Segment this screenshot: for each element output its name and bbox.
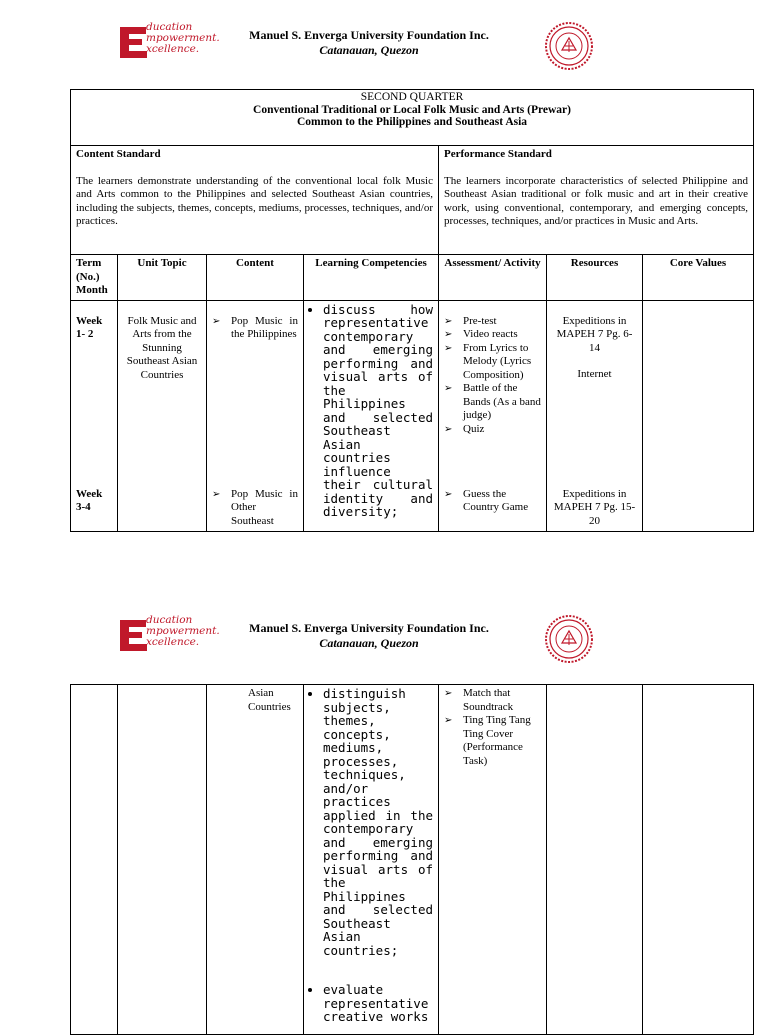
term-week-3-4: Week 3-4 xyxy=(76,487,103,513)
university-seal-icon xyxy=(545,615,593,663)
content-standard-cell xyxy=(71,146,439,255)
list-item: ➢ Ting Ting Tang Ting Cover (Performance Task) xyxy=(444,714,541,768)
col-header-term: Term (No.) Month xyxy=(71,255,118,301)
curriculum-table-page1 xyxy=(70,89,754,532)
list-item: ➢ Pre-test xyxy=(444,315,541,329)
col-header-unit-topic: Unit Topic xyxy=(118,255,207,301)
university-name: Manuel S. Enverga University Foundation Inc. xyxy=(249,28,489,42)
content-list-1 xyxy=(212,315,298,342)
table-row xyxy=(71,300,754,531)
activity-list-3 xyxy=(444,687,541,768)
col-header-content: Content xyxy=(207,255,304,301)
content-standard-text: The learners demonstrate understanding of the conventional local folk Music and Arts common to the Philippines and selected Southeast Asian countries, including the subjects, themes, concepts, mediums, processes, techniques, and/or practices. xyxy=(76,174,433,227)
quarter-label: SECOND QUARTER xyxy=(360,91,464,103)
performance-standard-text: The learners incorporate characteristics of selected Philippine and Southeast Asian traditional or folk music and art in their creative work, using conventional, contemporary, and emerging concepts, processes, techniques, and/or practices in Music and Arts. xyxy=(444,174,749,227)
col-header-core-values: Core Values xyxy=(643,255,754,301)
university-name: Manuel S. Enverga University Foundation Inc. xyxy=(249,621,489,635)
resources-cell xyxy=(547,300,643,531)
university-location: Catanauan, Quezon xyxy=(319,43,419,57)
list-item: ➢ Match that Soundtrack xyxy=(444,687,541,714)
activity-list-2 xyxy=(444,488,541,515)
list-item: ➢ Quiz xyxy=(444,423,541,437)
quarter-title-line2: Common to the Philippines and Southeast Asia xyxy=(297,116,528,128)
performance-standard-label: Performance Standard xyxy=(444,148,552,160)
competency-list xyxy=(309,687,433,1024)
unit-topic-cell xyxy=(118,685,207,1035)
university-header xyxy=(0,621,738,651)
col-header-competencies: Learning Competencies xyxy=(304,255,439,301)
col-header-resources: Resources xyxy=(547,255,643,301)
logo-text: ducation mpowerment. xcellence. xyxy=(146,614,220,648)
quarter-title xyxy=(71,90,754,146)
competencies-cell xyxy=(304,300,439,531)
content-cell xyxy=(207,300,304,531)
page-header-1 xyxy=(0,22,768,82)
performance-standard-cell xyxy=(439,146,754,255)
list-item: ➢ Battle of the Bands (As a band judge) xyxy=(444,382,541,423)
core-values-cell xyxy=(643,685,754,1035)
resource-text-1: Expeditions in MAPEH 7 Pg. 6-14 xyxy=(556,314,633,354)
term-cell xyxy=(71,685,118,1035)
university-location: Catanauan, Quezon xyxy=(319,636,419,650)
assessment-cell xyxy=(439,300,547,531)
term-cell xyxy=(71,300,118,531)
curriculum-table-page2 xyxy=(70,684,754,1035)
resources-cell xyxy=(547,685,643,1035)
resource-text-1b: Internet xyxy=(577,368,612,380)
term-week-1-2: Week 1- 2 xyxy=(76,314,103,340)
content-standard-label: Content Standard xyxy=(76,148,161,160)
resource-text-2: Expeditions in MAPEH 7 Pg. 15-20 xyxy=(553,487,636,527)
content-cell xyxy=(207,685,304,1035)
column-header-row xyxy=(71,255,754,301)
core-values-cell xyxy=(643,300,754,531)
content-continued-text: Asian Countries xyxy=(248,687,291,713)
list-item: ➢ Guess the Country Game xyxy=(444,488,541,515)
quarter-title-line1: Conventional Traditional or Local Folk Music and Arts (Prewar) xyxy=(253,103,571,116)
unit-topic-text: Folk Music and Arts from the Stunning Southeast Asian Countries xyxy=(126,314,198,381)
page-header-2 xyxy=(0,615,768,675)
table-row xyxy=(71,685,754,1035)
list-item: ➢ Pop Music in Other Southeast xyxy=(212,488,298,529)
competency-list xyxy=(309,303,433,519)
list-item: ➢ Pop Music in the Philippines xyxy=(212,315,298,342)
list-item: ➢ From Lyrics to Melody (Lyrics Composition) xyxy=(444,342,541,383)
university-header xyxy=(0,28,738,58)
content-list-2 xyxy=(212,488,298,529)
activity-list-1 xyxy=(444,315,541,437)
competencies-cell xyxy=(304,685,439,1035)
logo-text: ducation mpowerment. xcellence. xyxy=(146,21,220,55)
list-item: • discuss how representative contemporary and emerging performing and visual arts of the Philippines and selected Southeast Asian countries influence their cultural identity and diversity; xyxy=(323,303,433,519)
list-item: • evaluate representative creative works xyxy=(323,983,433,1024)
assessment-cell xyxy=(439,685,547,1035)
list-item: ➢ Video reacts xyxy=(444,328,541,342)
col-header-assessment: Assessment/ Activity xyxy=(439,255,547,301)
unit-topic-cell xyxy=(118,300,207,531)
university-seal-icon xyxy=(545,22,593,70)
list-item: • distinguish subjects, themes, concepts, mediums, processes, techniques, and/or practices applied in the contemporary and emerging performing and visual arts of the Philippines and selected Southeast Asian countries; xyxy=(323,687,433,957)
